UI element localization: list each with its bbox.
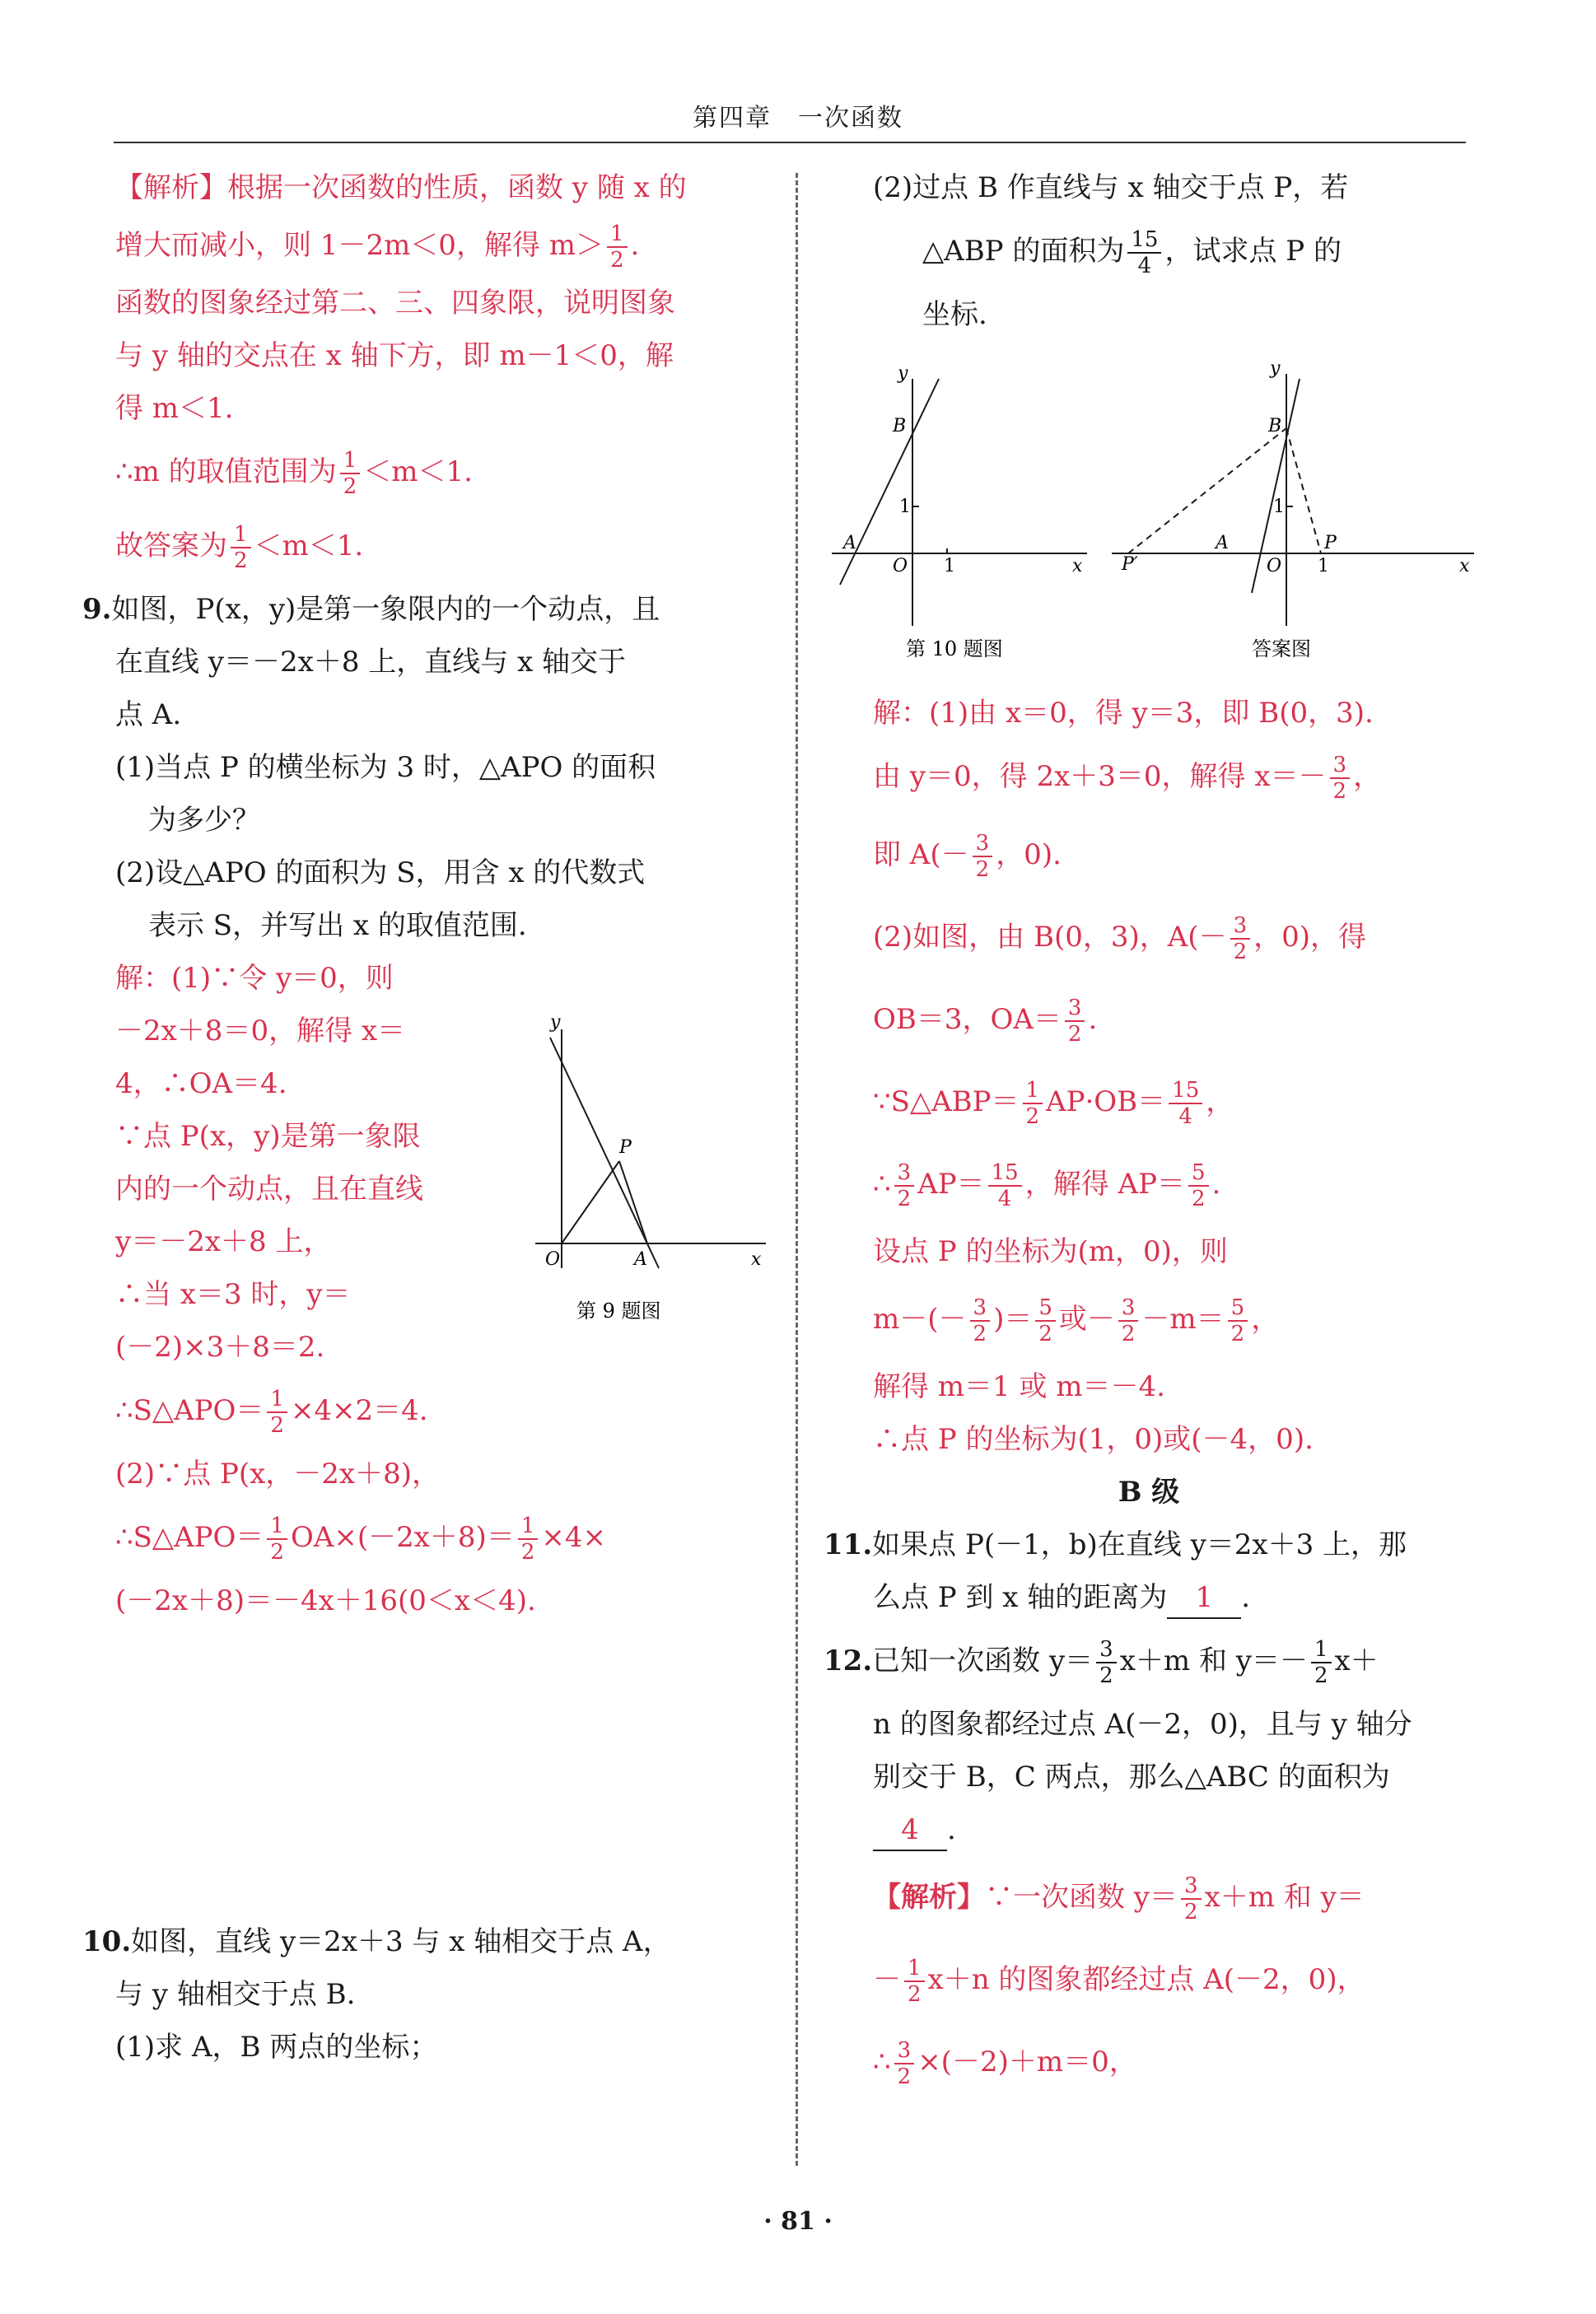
text: 即 A(－ — [873, 838, 969, 871]
sol-line: y＝－2x＋8 上， — [115, 1225, 332, 1258]
question-number: 9. — [82, 593, 112, 626]
text: ∴S△APO＝ — [115, 1521, 264, 1554]
denominator: 2 — [1099, 1663, 1113, 1688]
origin-label: O — [545, 1249, 561, 1270]
origin-label: O — [1267, 556, 1282, 576]
q12-stem: 别交于 B，C 两点，那么△ABC 的面积为 — [873, 1761, 1390, 1794]
sol-line — [873, 1143, 1474, 1225]
q12-stem: n 的图象都经过点 A(－2，0)，且与 y 轴分 — [873, 1708, 1412, 1741]
text: 由 y＝0，得 2x＋3＝0，解得 x＝－ — [873, 760, 1327, 793]
text: ，解得 AP＝ — [1024, 1168, 1185, 1201]
text: x＋ — [1334, 1645, 1379, 1677]
point-a-label: A — [1216, 533, 1229, 553]
denominator: 2 — [897, 2064, 912, 2089]
analysis-line: 得 m＜1. — [115, 392, 234, 425]
denominator: 2 — [610, 248, 624, 273]
point-p-prime-label: P′ — [1122, 554, 1138, 575]
segment-bp-prime — [1128, 428, 1286, 553]
fraction — [973, 831, 993, 882]
q9-solution-cont — [115, 1374, 766, 1627]
numerator: 15 — [1169, 1078, 1202, 1104]
fraction — [1023, 1078, 1043, 1129]
point-p-label: P — [1324, 533, 1337, 553]
q10-sub — [922, 214, 1474, 288]
origin-label: O — [893, 556, 908, 576]
sol-line: 解：(1)由 x＝0，得 y＝3，即 B(0，3). — [873, 697, 1374, 730]
text: 已知一次函数 y＝ — [872, 1645, 1094, 1677]
q9-sub: (2)设△APO 的面积为 S，用含 x 的代数式 — [115, 856, 646, 889]
q9-stem — [82, 583, 766, 636]
text: ， — [1206, 1085, 1234, 1118]
text: 如图，直线 y＝2x＋3 与 x 轴相交于点 A， — [131, 1925, 671, 1958]
analysis-line: 【解析】根据一次函数的性质，函数 y 随 x 的 — [115, 171, 687, 204]
text: 或－ — [1058, 1303, 1115, 1336]
sol-line — [873, 739, 1474, 814]
q10-solution — [873, 687, 1474, 1466]
text: ∵S△ABP＝ — [873, 1085, 1020, 1118]
segment-bp — [1286, 428, 1321, 553]
numerator: 5 — [1188, 1160, 1209, 1187]
text: ×4×2＝4. — [290, 1394, 428, 1427]
text: . — [947, 1813, 956, 1846]
text: OB＝3，OA＝ — [873, 1003, 1062, 1036]
fraction — [1035, 1295, 1056, 1346]
q10-sub: 坐标. — [922, 298, 987, 331]
question-10 — [82, 1915, 766, 2074]
denominator: 2 — [1121, 1322, 1136, 1346]
q12-stem — [824, 1624, 1474, 1698]
fraction — [1330, 753, 1351, 804]
numerator: 1 — [231, 522, 251, 548]
fraction — [1127, 227, 1161, 278]
text: － — [873, 1963, 901, 1996]
numerator: 1 — [518, 1514, 539, 1540]
text: 如果点 P(－1，b)在直线 y＝2x＋3 上，那 — [872, 1528, 1407, 1561]
analysis-line: 函数的图象经过第二、三、四象限，说明图象 — [115, 287, 675, 320]
q9-stem: 点 A. — [115, 698, 182, 731]
denominator: 2 — [1191, 1187, 1206, 1211]
numerator: 3 — [970, 1295, 991, 1322]
x-tick-label: 1 — [1318, 556, 1329, 576]
sol-line — [873, 978, 1474, 1061]
x-tick-label: 1 — [944, 556, 955, 576]
fraction — [231, 522, 251, 573]
column-divider — [796, 173, 798, 2166]
q10-sub: (2)过点 B 作直线与 x 轴交于点 P，若 — [873, 171, 1349, 204]
text: (2)如图，由 B(0，3)，A(－ — [873, 921, 1227, 954]
y-label: y — [550, 1013, 561, 1033]
text: ， — [1353, 760, 1382, 793]
text: 故答案为 — [115, 530, 227, 562]
spacer — [115, 1627, 766, 1915]
fraction — [267, 1514, 287, 1565]
denominator: 2 — [973, 1322, 987, 1346]
figure-caption: 第 9 题图 — [576, 1299, 661, 1323]
text: 如图，P(x，y)是第一象限内的一个动点，且 — [111, 593, 660, 626]
numerator: 3 — [1230, 913, 1251, 940]
denominator: 2 — [1067, 1022, 1082, 1047]
sol-line: (－2x＋8)＝－4x＋16(0＜x＜4). — [115, 1584, 536, 1617]
point-a-label: A — [843, 533, 856, 553]
analysis-line — [873, 1856, 1474, 1938]
text: AP＝ — [917, 1168, 985, 1201]
analysis-line — [873, 2021, 1474, 2103]
analysis-line — [115, 509, 766, 583]
fraction — [1230, 913, 1251, 964]
denominator: 2 — [1184, 1900, 1198, 1924]
q9-sub: (1)当点 P 的横坐标为 3 时，△APO 的面积 — [115, 751, 656, 784]
q9-sub: 表示 S，并写出 x 的取值范围. — [148, 909, 527, 942]
fraction — [904, 1956, 925, 2007]
q12-analysis — [873, 1856, 1474, 2103]
question-number: 12. — [824, 1645, 873, 1677]
numerator: 1 — [267, 1514, 287, 1540]
text: 增大而减小，则 1－2m＜0，解得 m＞ — [115, 229, 604, 262]
fraction — [518, 1514, 539, 1565]
numerator: 1 — [904, 1956, 925, 1982]
text: x＋m 和 y＝ — [1204, 1881, 1365, 1914]
q10-stem: 与 y 轴相交于点 B. — [115, 1978, 356, 2011]
page-number: · 81 · — [763, 2207, 833, 2236]
numerator: 3 — [973, 831, 993, 857]
fraction — [1096, 1637, 1117, 1688]
segment-op — [562, 1161, 619, 1243]
text: ＜m＜1. — [254, 530, 364, 562]
fraction — [970, 1295, 991, 1346]
fraction — [1228, 1295, 1248, 1346]
numerator: 1 — [607, 222, 628, 248]
sol-line — [873, 1061, 1474, 1143]
sol-line — [873, 896, 1474, 978]
fig10-graph — [832, 363, 1087, 660]
analysis-line — [115, 435, 766, 509]
text: ∴ — [873, 1168, 891, 1201]
text: ×(－2)＋m＝0， — [917, 2046, 1137, 2078]
level-heading: B 级 — [1118, 1476, 1180, 1509]
line-y-neg2x-plus8 — [550, 1038, 659, 1268]
denominator: 2 — [1025, 1104, 1040, 1129]
y-tick-label: 1 — [1273, 497, 1285, 517]
sol-line: ∴点 P 的坐标为(1，0)或(－4，0). — [873, 1423, 1314, 1456]
text: m－(－ — [873, 1303, 967, 1336]
numerator: 1 — [267, 1387, 287, 1413]
point-b-label: B — [1268, 416, 1282, 436]
q10-stem — [82, 1915, 766, 1968]
fraction — [894, 1160, 915, 1211]
point-p-label: P — [619, 1137, 632, 1158]
numerator: 1 — [1023, 1078, 1043, 1104]
fraction — [988, 1160, 1022, 1211]
denominator: 2 — [234, 548, 248, 573]
question-number: 11. — [824, 1528, 873, 1561]
sol-line — [873, 1278, 1474, 1360]
denominator: 2 — [1038, 1322, 1052, 1346]
fig10-answer-graph — [1112, 362, 1474, 660]
numerator: 5 — [1035, 1295, 1056, 1322]
numerator: 3 — [1096, 1637, 1117, 1663]
fraction — [340, 448, 361, 499]
numerator: 3 — [1065, 996, 1085, 1022]
numerator: 3 — [1330, 753, 1351, 779]
text: ，0)，得 — [1253, 921, 1367, 954]
sol-line: 设点 P 的坐标为(m，0)，则 — [873, 1235, 1228, 1268]
sol-line: 内的一个动点，且在直线 — [115, 1173, 423, 1206]
text: OA×(－2x＋8)＝ — [290, 1521, 515, 1554]
answer-blank: 1 — [1167, 1578, 1241, 1619]
analysis-line: 与 y 轴的交点在 x 轴下方，即 m－1＜0，解 — [115, 339, 674, 372]
header-rule — [114, 142, 1466, 143]
numerator: 3 — [1118, 1295, 1139, 1322]
text: . — [1241, 1581, 1251, 1614]
answer-blank: 4 — [873, 1810, 947, 1851]
text: －m＝ — [1141, 1303, 1225, 1336]
q11-stem — [824, 1519, 1474, 1571]
q9-sub: 为多少？ — [148, 804, 260, 837]
text: ， — [1251, 1303, 1280, 1336]
question-12 — [824, 1624, 1474, 1856]
figure-caption: 答案图 — [1252, 637, 1311, 660]
denominator: 2 — [897, 1187, 912, 1211]
q12-stem — [873, 1803, 1474, 1856]
segment-pa — [619, 1161, 647, 1243]
point-a-label: A — [634, 1249, 647, 1270]
denominator: 2 — [1233, 940, 1248, 964]
fraction — [1118, 1295, 1139, 1346]
text: . — [1088, 1003, 1098, 1036]
sol-line — [115, 1374, 766, 1448]
analysis-line: 增大而减小，则 1－2m＜0，解得 m＞ $\frac{1}{2}$ . — [115, 222, 640, 273]
denominator: 4 — [1178, 1104, 1192, 1129]
numerator: 1 — [340, 448, 361, 474]
x-label: x — [1459, 556, 1470, 576]
point-b-label: B — [893, 416, 907, 436]
page-header: 第四章 一次函数 — [693, 104, 903, 133]
text: . — [1211, 1168, 1221, 1201]
text: x＋n 的图象都经过点 A(－2，0)， — [927, 1963, 1365, 1996]
sol-line: ∵点 P(x，y)是第一象限 — [115, 1120, 421, 1153]
numerator: 15 — [988, 1160, 1022, 1187]
figure-10 — [824, 362, 1482, 675]
fraction — [1188, 1160, 1209, 1211]
q10-sub: (1)求 A，B 两点的坐标； — [115, 2031, 438, 2064]
denominator: 2 — [908, 1982, 922, 2007]
denominator: 2 — [343, 474, 357, 499]
sol-line: (－2)×3＋8＝2. — [115, 1331, 325, 1364]
sol-line: 解：(1)∵令 y＝0，则 — [115, 962, 394, 995]
denominator: 2 — [1314, 1663, 1328, 1688]
x-label: x — [1072, 556, 1083, 576]
denominator: 2 — [975, 857, 990, 882]
denominator: 2 — [270, 1540, 284, 1565]
sol-line — [873, 814, 1474, 896]
y-label: y — [898, 363, 908, 384]
denominator: 2 — [1332, 779, 1347, 804]
numerator: 5 — [1228, 1295, 1248, 1322]
text: )＝ — [993, 1303, 1033, 1336]
fraction — [1181, 1873, 1202, 1924]
text: x＋m 和 y＝－ — [1119, 1645, 1308, 1677]
fraction — [607, 222, 628, 273]
text: ∵一次函数 y＝ — [985, 1881, 1178, 1914]
x-label: x — [751, 1249, 762, 1270]
question-number: 10. — [82, 1925, 132, 1958]
question-11 — [824, 1519, 1474, 1624]
sol-line — [115, 1500, 766, 1575]
numerator: 15 — [1127, 227, 1161, 254]
figure-caption: 第 10 题图 — [906, 637, 1003, 660]
numerator: 1 — [1311, 1637, 1332, 1663]
q10-part2 — [824, 161, 1474, 341]
numerator: 3 — [894, 2038, 915, 2064]
q8-analysis — [115, 161, 766, 583]
fraction — [894, 2038, 915, 2089]
sol-line: (2)∵点 P(x，－2x＋8)， — [115, 1458, 440, 1491]
numerator: 3 — [894, 1160, 915, 1187]
denominator: 4 — [997, 1187, 1012, 1211]
figure-9 — [527, 1013, 774, 1334]
fraction — [1311, 1637, 1332, 1688]
text: AP·OB＝ — [1046, 1085, 1166, 1118]
denominator: 2 — [1230, 1322, 1245, 1346]
sol-line: 4，∴OA＝4. — [115, 1067, 287, 1100]
q9-solution — [115, 952, 502, 1374]
sol-line: 解得 m＝1 或 m＝－4. — [873, 1370, 1165, 1403]
y-tick-label: 1 — [899, 497, 911, 517]
denominator: 4 — [1137, 254, 1152, 278]
question-9 — [82, 583, 766, 952]
text: ∴S△APO＝ — [115, 1394, 264, 1427]
y-label: y — [1270, 362, 1281, 379]
q11-stem — [873, 1571, 1474, 1624]
fraction — [1169, 1078, 1202, 1129]
q9-stem: 在直线 y＝－2x＋8 上，直线与 x 轴交于 — [115, 646, 627, 679]
text: ，试求点 P 的 — [1164, 235, 1342, 268]
analysis-line — [873, 1938, 1474, 2021]
text: ∴ — [873, 2046, 891, 2078]
text: ，0). — [996, 838, 1062, 871]
denominator: 2 — [520, 1540, 535, 1565]
text: ×4× — [541, 1521, 606, 1554]
denominator: 2 — [270, 1413, 284, 1438]
text: ∴m 的取值范围为 — [115, 455, 337, 488]
sol-line: －2x＋8＝0，解得 x＝ — [115, 1015, 406, 1047]
numerator: 3 — [1181, 1873, 1202, 1900]
fraction — [1065, 996, 1085, 1047]
analysis-tag: 【解析】 — [873, 1881, 985, 1914]
text: △ABP 的面积为 — [922, 235, 1125, 268]
text: 么点 P 到 x 轴的距离为 — [873, 1581, 1168, 1614]
fraction — [267, 1387, 287, 1438]
text: ＜m＜1. — [363, 455, 473, 488]
sol-line: ∴当 x＝3 时，y＝ — [115, 1278, 351, 1311]
